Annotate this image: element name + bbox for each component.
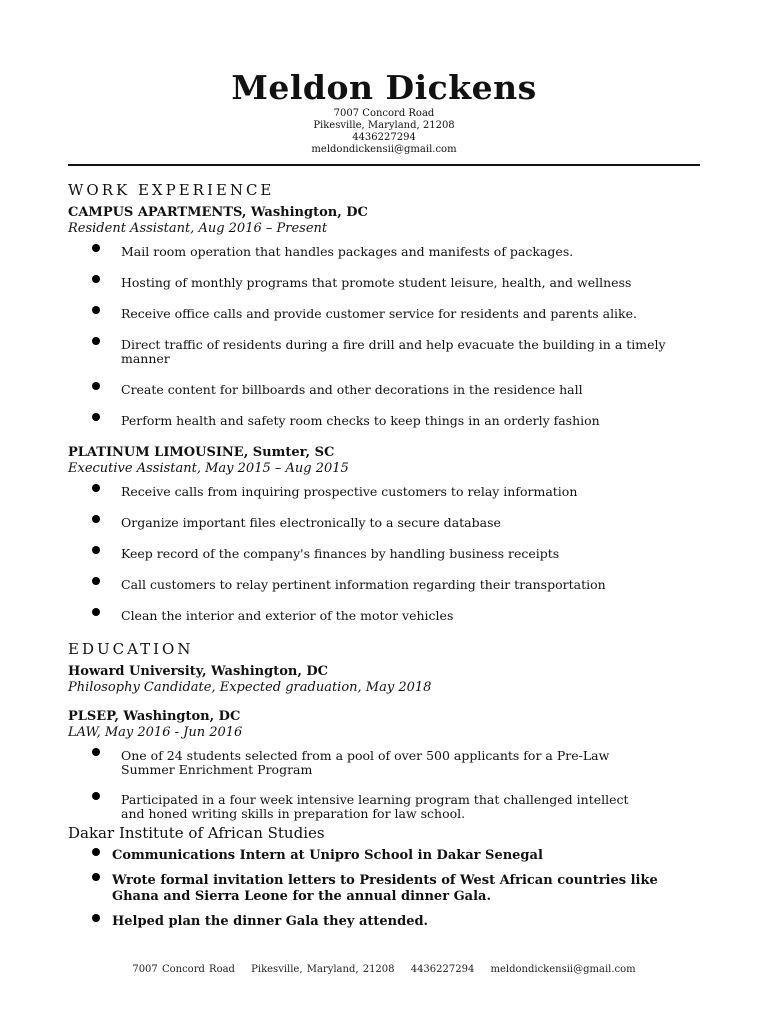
bullet-icon: [92, 306, 100, 314]
bullet-icon: [92, 515, 100, 523]
footer-phone: 4436227294: [410, 964, 475, 975]
list-item: One of 24 students selected from a pool of over 500 applicants for a Pre-Law Summer Enrichment Program: [68, 749, 641, 777]
bullet-icon: [92, 848, 100, 856]
list-item: Perform health and safety room checks to keep things in an orderly fashion: [68, 414, 700, 428]
list-item: Direct traffic of residents during a fire drill and help evacuate the building in a timely manner: [68, 338, 700, 366]
school-entry: [68, 709, 700, 821]
bullet-icon: [92, 244, 100, 252]
list-item: Clean the interior and exterior of the motor vehicles: [68, 609, 700, 623]
footer-address-line1: 7007 Concord Road: [132, 964, 235, 975]
bullet-icon: [92, 275, 100, 283]
job-bullet-list: [68, 245, 700, 428]
dakar-institute-title: Dakar Institute of African Studies: [68, 824, 325, 842]
candidate-name: Meldon Dickens: [231, 68, 537, 107]
list-item: Call customers to relay pertinent information regarding their transportation: [68, 578, 700, 592]
bullet-icon: [92, 382, 100, 390]
section-title-education: EDUCATION: [68, 640, 194, 658]
list-item: Communications Intern at Unipro School in Dakar Senegal: [68, 848, 700, 864]
dakar-entry: [68, 824, 700, 930]
work-experience-section: [68, 180, 700, 623]
job-entry: [68, 445, 700, 623]
resume-header: [0, 68, 768, 156]
list-item: Create content for billboards and other decorations in the residence hall: [68, 383, 700, 397]
job-role: Executive Assistant, May 2015 – Aug 2015: [68, 461, 349, 476]
job-organization: PLATINUM LIMOUSINE, Sumter, SC: [68, 445, 335, 460]
bullet-icon: [92, 748, 100, 756]
job-role: Resident Assistant, Aug 2016 – Present: [68, 221, 328, 236]
bullet-icon: [92, 413, 100, 421]
footer-address-line2: Pikesville, Maryland, 21208: [251, 964, 395, 975]
page-footer: [0, 964, 768, 975]
bullet-icon: [92, 914, 100, 922]
bullet-icon: [92, 577, 100, 585]
header-divider: [68, 164, 700, 166]
bullet-icon: [92, 484, 100, 492]
contact-phone: 4436227294: [352, 132, 416, 143]
section-title-work: WORK EXPERIENCE: [68, 181, 275, 199]
school-program: Philosophy Candidate, Expected graduation, May 2018: [68, 680, 432, 695]
job-organization: CAMPUS APARTMENTS, Washington, DC: [68, 205, 368, 220]
bullet-icon: [92, 608, 100, 616]
list-item: Participated in a four week intensive learning program that challenged intellect and honed writing skills in preparation for law school.: [68, 793, 641, 821]
school-bullet-list: [68, 749, 700, 821]
list-item: Receive office calls and provide customer service for residents and parents alike.: [68, 307, 700, 321]
school-program: LAW, May 2016 - Jun 2016: [68, 725, 243, 740]
bullet-icon: [92, 337, 100, 345]
list-item: Keep record of the company's finances by handling business receipts: [68, 547, 700, 561]
contact-address-line2: Pikesville, Maryland, 21208: [313, 120, 455, 131]
list-item: Organize important files electronically to a secure database: [68, 516, 700, 530]
list-item: Helped plan the dinner Gala they attended.: [68, 914, 700, 930]
list-item: Receive calls from inquiring prospective customers to relay information: [68, 485, 700, 499]
school-entry: [68, 664, 700, 696]
education-section: [68, 639, 700, 930]
bullet-icon: [92, 792, 100, 800]
list-item: Wrote formal invitation letters to Presidents of West African countries like Ghana and Sierra Leone for the annual dinner Gala.: [68, 873, 672, 905]
contact-email: meldondickensii@gmail.com: [311, 144, 457, 155]
job-bullet-list: [68, 485, 700, 623]
bullet-icon: [92, 546, 100, 554]
list-item: Hosting of monthly programs that promote student leisure, health, and wellness: [68, 276, 700, 290]
job-entry: [68, 205, 700, 428]
footer-email: meldondickensii@gmail.com: [490, 964, 636, 975]
school-organization: Howard University, Washington, DC: [68, 664, 328, 679]
dakar-bullet-list: [68, 848, 700, 930]
contact-address-line1: 7007 Concord Road: [333, 108, 435, 119]
bullet-icon: [92, 873, 100, 881]
school-organization: PLSEP, Washington, DC: [68, 709, 241, 724]
list-item: Mail room operation that handles packages and manifests of packages.: [68, 245, 700, 259]
